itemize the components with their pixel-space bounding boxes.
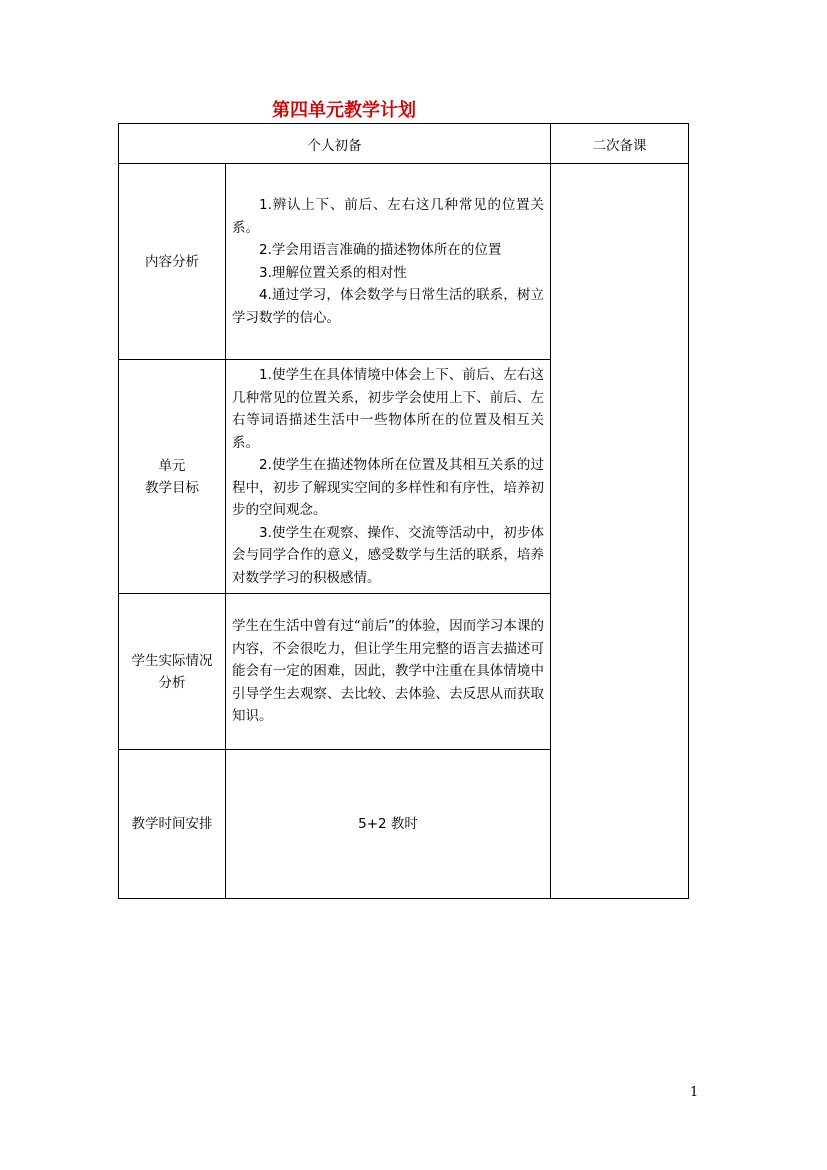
table-row	[119, 164, 689, 360]
header-second-prep: 二次备课	[551, 124, 689, 164]
row-label-line: 分析	[158, 674, 186, 691]
row-label-line: 单元	[158, 457, 186, 474]
paragraph: 2.学会用语言准确的描述物体所在的位置	[259, 242, 502, 258]
paragraph: 3.使学生在观察、操作、交流等活动中，初步体会与同学合作的意义，感受数学与生活的联系，培养对数学学习的积极感情。	[232, 524, 544, 586]
paragraph: 1.辨认上下、前后、左右这几种常见的位置关系。	[232, 197, 544, 236]
unit-goals-cell	[226, 360, 551, 594]
content-analysis-cell	[226, 164, 551, 360]
student-analysis-cell	[226, 594, 551, 750]
paragraph: 4.通过学习，体会数学与日常生活的联系，树立学习数学的信心。	[232, 287, 544, 326]
row-label-student-analysis	[119, 594, 226, 750]
header-row	[119, 124, 689, 164]
page-title: 第四单元教学计划	[272, 100, 416, 121]
second-prep-cell	[551, 164, 689, 899]
paragraph: 1.使学生在具体情境中体会上下、前后、左右这几种常见的位置关系，初步学会使用上下、前后、左右等词语描述生活中一些物体所在的位置及相互关系。	[232, 367, 544, 451]
row-label-schedule	[119, 750, 226, 899]
paragraph: 2.使学生在描述物体所在位置及其相互关系的过程中，初步了解现实空间的多样性和有序性，培养初步的空间观念。	[232, 457, 544, 518]
header-personal-prep: 个人初备	[119, 124, 551, 164]
paragraph: 5+2 教时	[358, 815, 418, 832]
paragraph: 学生在生活中曾有过“前后”的体验，因而学习本课的内容，不会很吃力，但让学生用完整的语言去描述可能会有一定的困难，因此，教学中注重在具体情境中引导学生去观察、去比较、去体验、去反思从而获取知识。	[232, 618, 544, 725]
row-label-line: 内容分析	[145, 253, 199, 270]
page-number: 1	[690, 1085, 699, 1100]
paragraph: 3.理解位置关系的相对性	[259, 264, 407, 281]
row-label-line: 学生实际情况	[131, 652, 213, 669]
row-label-unit-goals	[119, 360, 226, 594]
row-label-content-analysis	[119, 164, 226, 360]
schedule-cell	[226, 750, 551, 899]
row-label-line: 教学目标	[145, 479, 199, 496]
teaching-plan-table	[118, 123, 689, 899]
row-label-line: 教学时间安排	[131, 816, 213, 832]
